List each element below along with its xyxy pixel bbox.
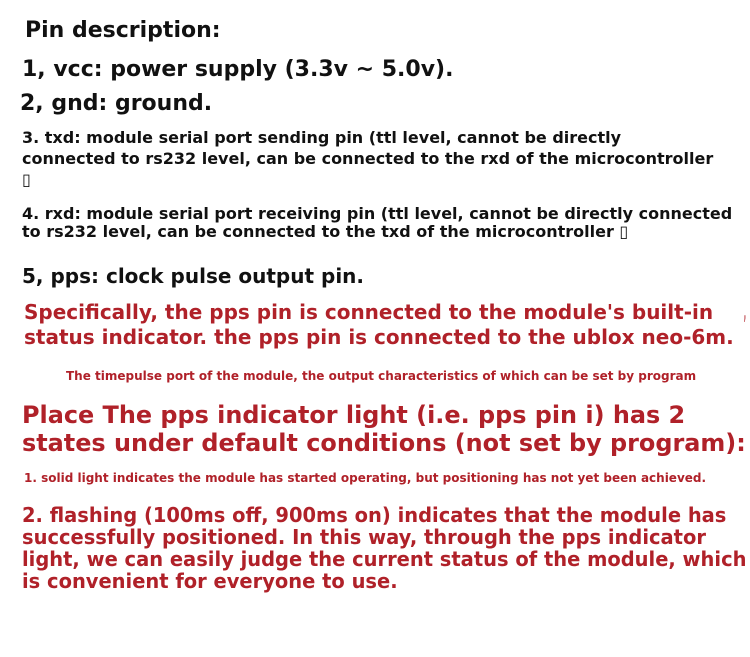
pps-states-intro-line: states under default conditions (not set by program): — [22, 429, 746, 457]
pps-states-intro-line: Place The pps indicator light (i.e. pps pin i) has 2 — [22, 401, 686, 429]
pin-pps-description: 5, pps: clock pulse output pin. — [22, 264, 365, 288]
pin-description-heading: Pin description: — [25, 18, 221, 43]
pin-txd-line: 3. txd: module serial port sending pin (ttl level, cannot be directly — [22, 128, 622, 147]
pin-txd-description — [22, 127, 713, 190]
state-flashing-line: light, we can easily judge the current status of the module, which — [22, 547, 747, 571]
stray-comma: , — [744, 300, 746, 324]
pin-txd-line: ▯ — [22, 170, 31, 189]
pin-vcc-description: 1, vcc: power supply (3.3v ~ 5.0v). — [22, 57, 454, 82]
pin-rxd-line: 4. rxd: module serial port receiving pin (ttl level, cannot be directly connected — [22, 204, 733, 223]
pin-txd-line: connected to rs232 level, can be connected to the rxd of the microcontroller — [22, 149, 714, 168]
pin-rxd-line: to rs232 level, can be connected to the txd of the microcontroller ▯ — [22, 222, 629, 241]
state-flashing-line: 2. flashing (100ms off, 900ms on) indicates that the module has — [22, 503, 727, 527]
state-flashing — [22, 504, 746, 592]
state-flashing-line: is convenient for everyone to use. — [22, 569, 398, 593]
pps-specifically-paragraph — [24, 300, 734, 350]
pps-specifically-line: Specifically, the pps pin is connected to the module's built-in — [24, 300, 714, 324]
pps-specifically-line: status indicator. the pps pin is connected to the ublox neo-6m. — [24, 325, 734, 349]
pps-states-intro — [22, 401, 746, 457]
timepulse-note: The timepulse port of the module, the output characteristics of which can be set by program — [66, 369, 697, 383]
pin-rxd-description — [22, 205, 732, 241]
state-solid-light: 1. solid light indicates the module has started operating, but positioning has not yet been achieved. — [24, 471, 707, 485]
state-flashing-line: successfully positioned. In this way, through the pps indicator — [22, 525, 706, 549]
pin-gnd-description: 2, gnd: ground. — [20, 91, 213, 116]
